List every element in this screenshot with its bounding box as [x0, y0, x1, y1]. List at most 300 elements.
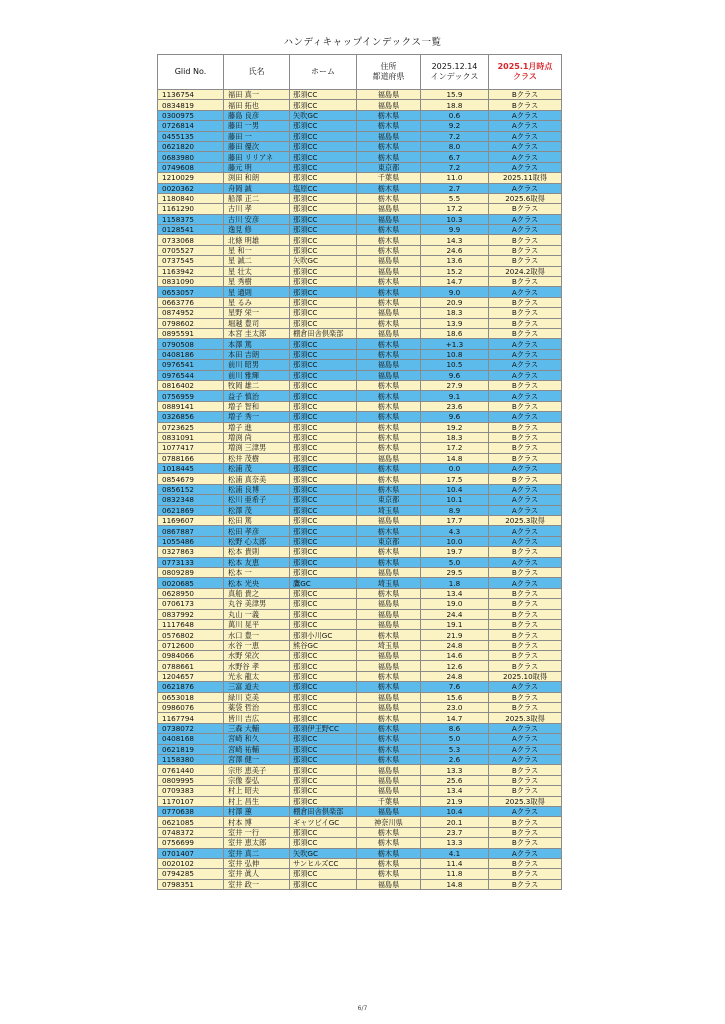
home-cell: 那須CC — [290, 121, 357, 131]
glid-no-cell: 0653018 — [158, 692, 224, 702]
class-cell: Bクラス — [489, 692, 562, 702]
name-cell: 松川 亜希子 — [224, 495, 290, 505]
prefecture-cell: 福島県 — [357, 806, 421, 816]
glid-no-cell: 0798602 — [158, 318, 224, 328]
glid-no-cell: 0856152 — [158, 484, 224, 494]
glid-no-cell: 1204657 — [158, 671, 224, 681]
class-cell: 2025.3取得 — [489, 516, 562, 526]
index-cell: 14.7 — [421, 277, 489, 287]
class-cell: 2024.2取得 — [489, 266, 562, 276]
glid-no-cell: 0756959 — [158, 391, 224, 401]
glid-no-cell: 0867887 — [158, 526, 224, 536]
prefecture-cell: 福島県 — [357, 131, 421, 141]
name-cell: 室井 恵太郎 — [224, 838, 290, 848]
index-cell: 10.3 — [421, 214, 489, 224]
prefecture-cell: 福島県 — [357, 692, 421, 702]
home-cell: 那須CC — [290, 360, 357, 370]
class-cell: Bクラス — [489, 879, 562, 889]
index-cell: 13.4 — [421, 588, 489, 598]
table-row — [158, 391, 562, 401]
class-cell: Bクラス — [489, 775, 562, 785]
home-cell: 那須CC — [290, 193, 357, 203]
index-cell: 5.0 — [421, 557, 489, 567]
glid-no-cell: 0831091 — [158, 432, 224, 442]
name-cell: 丸山 一義 — [224, 609, 290, 619]
glid-no-cell: 0895591 — [158, 328, 224, 338]
home-cell: 那須CC — [290, 308, 357, 318]
class-cell: Aクラス — [489, 412, 562, 422]
table-row — [158, 723, 562, 733]
table-row — [158, 526, 562, 536]
table-body — [158, 90, 562, 890]
prefecture-cell: 栃木県 — [357, 547, 421, 557]
name-cell: 星野 栄一 — [224, 308, 290, 318]
table-row — [158, 640, 562, 650]
index-cell: 10.4 — [421, 484, 489, 494]
class-cell: Aクラス — [489, 225, 562, 235]
name-cell: 室井 弘伸 — [224, 858, 290, 868]
name-cell: 増子 秀一 — [224, 412, 290, 422]
table-row — [158, 162, 562, 172]
prefecture-cell: 福島県 — [357, 567, 421, 577]
prefecture-cell: 栃木県 — [357, 225, 421, 235]
home-cell: 棚倉田舎倶楽部 — [290, 806, 357, 816]
index-cell: +1.3 — [421, 339, 489, 349]
name-cell: 星 通則 — [224, 287, 290, 297]
prefecture-cell: 福島県 — [357, 599, 421, 609]
name-cell: 増渕 尚 — [224, 432, 290, 442]
class-cell: Aクラス — [489, 349, 562, 359]
glid-no-cell: 0020102 — [158, 858, 224, 868]
prefecture-cell: 栃木県 — [357, 339, 421, 349]
table-row — [158, 256, 562, 266]
class-cell: Bクラス — [489, 619, 562, 629]
prefecture-cell: 栃木県 — [357, 245, 421, 255]
home-cell: 鷹GC — [290, 578, 357, 588]
table-row — [158, 432, 562, 442]
prefecture-cell: 栃木県 — [357, 297, 421, 307]
class-cell: Aクラス — [489, 484, 562, 494]
header-row — [158, 55, 562, 90]
table-row — [158, 588, 562, 598]
class-cell: Aクラス — [489, 141, 562, 151]
table-row — [158, 484, 562, 494]
home-cell: 那須CC — [290, 131, 357, 141]
class-cell: Aクラス — [489, 131, 562, 141]
glid-no-cell: 1169607 — [158, 516, 224, 526]
glid-no-cell: 0798351 — [158, 879, 224, 889]
table-row — [158, 651, 562, 661]
class-cell: Aクラス — [489, 505, 562, 515]
home-cell: 那須CC — [290, 412, 357, 422]
glid-no-cell: 1055486 — [158, 536, 224, 546]
name-cell: 古川 孝 — [224, 204, 290, 214]
class-cell: Bクラス — [489, 858, 562, 868]
glid-no-cell: 0756699 — [158, 838, 224, 848]
name-cell: 村本 博 — [224, 817, 290, 827]
name-cell: 本宮 圭太郎 — [224, 328, 290, 338]
class-cell: Bクラス — [489, 380, 562, 390]
glid-no-cell: 0816402 — [158, 380, 224, 390]
index-cell: 24.4 — [421, 609, 489, 619]
prefecture-cell: 栃木県 — [357, 848, 421, 858]
table-row — [158, 152, 562, 162]
name-cell: 光永 龍太 — [224, 671, 290, 681]
index-cell: 18.3 — [421, 432, 489, 442]
index-cell: 15.6 — [421, 692, 489, 702]
prefecture-cell: 栃木県 — [357, 443, 421, 453]
table-row — [158, 141, 562, 151]
home-cell: 那須CC — [290, 765, 357, 775]
name-cell: 松本 友恵 — [224, 557, 290, 567]
prefecture-cell: 福島県 — [357, 651, 421, 661]
class-cell: Bクラス — [489, 401, 562, 411]
table-row — [158, 806, 562, 816]
home-cell: 那須CC — [290, 609, 357, 619]
prefecture-cell: 福島県 — [357, 703, 421, 713]
glid-no-cell: 0737545 — [158, 256, 224, 266]
home-cell: 那須CC — [290, 838, 357, 848]
prefecture-cell: 福島県 — [357, 100, 421, 110]
home-cell: 那須CC — [290, 162, 357, 172]
class-cell: Aクラス — [489, 339, 562, 349]
table-row — [158, 235, 562, 245]
home-cell: 那須CC — [290, 339, 357, 349]
table-row — [158, 838, 562, 848]
class-cell: Aクラス — [489, 536, 562, 546]
name-cell: 村澤 蕙 — [224, 806, 290, 816]
name-cell: 舟岡 誠 — [224, 183, 290, 193]
prefecture-cell: 栃木県 — [357, 235, 421, 245]
name-cell: 藤田 一 — [224, 131, 290, 141]
header-prefecture: 住所 都道府県 — [357, 55, 421, 90]
prefecture-cell: 栃木県 — [357, 464, 421, 474]
table-row — [158, 328, 562, 338]
home-cell: 那須CC — [290, 422, 357, 432]
table-row — [158, 817, 562, 827]
table-row — [158, 214, 562, 224]
prefecture-cell: 栃木県 — [357, 349, 421, 359]
class-cell: Aクラス — [489, 110, 562, 120]
index-cell: 27.9 — [421, 380, 489, 390]
class-cell: 2025.11取得 — [489, 173, 562, 183]
prefecture-cell: 福島県 — [357, 609, 421, 619]
home-cell: 那須小川GC — [290, 630, 357, 640]
home-cell: 那須CC — [290, 370, 357, 380]
class-cell: Bクラス — [489, 422, 562, 432]
name-cell: 増子 進 — [224, 422, 290, 432]
glid-no-cell: 0621085 — [158, 817, 224, 827]
name-cell: 村上 昌生 — [224, 796, 290, 806]
glid-no-cell: 0621876 — [158, 682, 224, 692]
name-cell: 松野 心太郎 — [224, 536, 290, 546]
glid-no-cell: 0986076 — [158, 703, 224, 713]
table-row — [158, 173, 562, 183]
table-row — [158, 630, 562, 640]
home-cell: 那須CC — [290, 734, 357, 744]
glid-no-cell: 1158380 — [158, 755, 224, 765]
glid-no-cell: 0621869 — [158, 505, 224, 515]
home-cell: 那須CC — [290, 567, 357, 577]
index-cell: 8.9 — [421, 505, 489, 515]
home-cell: 那須CC — [290, 391, 357, 401]
index-cell: 14.8 — [421, 879, 489, 889]
index-cell: 12.6 — [421, 661, 489, 671]
home-cell: 那須CC — [290, 495, 357, 505]
index-cell: 24.8 — [421, 640, 489, 650]
home-cell: 那須CC — [290, 651, 357, 661]
index-cell: 4.3 — [421, 526, 489, 536]
table-row — [158, 245, 562, 255]
index-cell: 2.6 — [421, 755, 489, 765]
index-cell: 18.3 — [421, 308, 489, 318]
index-cell: 7.2 — [421, 131, 489, 141]
index-cell: 14.7 — [421, 713, 489, 723]
index-cell: 21.9 — [421, 630, 489, 640]
prefecture-cell: 栃木県 — [357, 401, 421, 411]
glid-no-cell: 1158375 — [158, 214, 224, 224]
name-cell: 渕田 和朗 — [224, 173, 290, 183]
name-cell: 松浦 茂 — [224, 464, 290, 474]
index-cell: 0.6 — [421, 110, 489, 120]
page-title: ハンディキャップインデックス一覧 — [283, 37, 442, 48]
name-cell: 北條 明雄 — [224, 235, 290, 245]
name-cell: 萬川 晃平 — [224, 619, 290, 629]
name-cell: 松澤 茂 — [224, 505, 290, 515]
table-row — [158, 370, 562, 380]
name-cell: 古川 安彦 — [224, 214, 290, 224]
glid-no-cell: 1161290 — [158, 204, 224, 214]
glid-no-cell: 1077417 — [158, 443, 224, 453]
index-cell: 1.8 — [421, 578, 489, 588]
name-cell: 宗像 泰弘 — [224, 775, 290, 785]
home-cell: 那須CC — [290, 380, 357, 390]
name-cell: 室井 真二 — [224, 848, 290, 858]
prefecture-cell: 栃木県 — [357, 755, 421, 765]
table-row — [158, 474, 562, 484]
home-cell: 那須CC — [290, 869, 357, 879]
class-cell: Bクラス — [489, 204, 562, 214]
class-cell: Aクラス — [489, 734, 562, 744]
home-cell: 那須CC — [290, 879, 357, 889]
home-cell: 塩原CC — [290, 183, 357, 193]
index-cell: 4.1 — [421, 848, 489, 858]
index-cell: 17.2 — [421, 443, 489, 453]
glid-no-cell: 0706173 — [158, 599, 224, 609]
class-cell: Aクラス — [489, 755, 562, 765]
prefecture-cell: 栃木県 — [357, 193, 421, 203]
class-cell: Aクラス — [489, 183, 562, 193]
class-cell: Bクラス — [489, 474, 562, 484]
home-cell: 那須CC — [290, 775, 357, 785]
class-cell: Bクラス — [489, 453, 562, 463]
glid-no-cell: 1117648 — [158, 619, 224, 629]
glid-no-cell: 0738072 — [158, 723, 224, 733]
table-row — [158, 619, 562, 629]
class-cell: Aクラス — [489, 287, 562, 297]
name-cell: 村上 昭夫 — [224, 786, 290, 796]
table-row — [158, 827, 562, 837]
index-cell: 7.6 — [421, 682, 489, 692]
name-cell: 松浦 良博 — [224, 484, 290, 494]
table-row — [158, 661, 562, 671]
name-cell: 藤田 リリアネ — [224, 152, 290, 162]
name-cell: 宮澤 健一 — [224, 755, 290, 765]
class-cell: Bクラス — [489, 308, 562, 318]
table-row — [158, 567, 562, 577]
prefecture-cell: 福島県 — [357, 204, 421, 214]
prefecture-cell: 福島県 — [357, 879, 421, 889]
prefecture-cell: 栃木県 — [357, 152, 421, 162]
index-cell: 20.1 — [421, 817, 489, 827]
table-row — [158, 100, 562, 110]
glid-no-cell: 0788661 — [158, 661, 224, 671]
name-cell: 宮崎 和久 — [224, 734, 290, 744]
index-cell: 23.0 — [421, 703, 489, 713]
home-cell: 那須CC — [290, 588, 357, 598]
glid-no-cell: 0790508 — [158, 339, 224, 349]
index-cell: 14.8 — [421, 453, 489, 463]
glid-no-cell: 0455135 — [158, 131, 224, 141]
index-cell: 10.8 — [421, 349, 489, 359]
index-cell: 5.3 — [421, 744, 489, 754]
table-row — [158, 682, 562, 692]
index-cell: 17.7 — [421, 516, 489, 526]
glid-no-cell: 0976541 — [158, 360, 224, 370]
index-cell: 19.1 — [421, 619, 489, 629]
prefecture-cell: 福島県 — [357, 90, 421, 100]
glid-no-cell: 0809289 — [158, 567, 224, 577]
home-cell: 那須CC — [290, 287, 357, 297]
name-cell: 三富 道夫 — [224, 682, 290, 692]
class-cell: Aクラス — [489, 578, 562, 588]
header-class: 2025.1月時点 クラス — [489, 55, 562, 90]
class-cell: Bクラス — [489, 432, 562, 442]
index-cell: 14.6 — [421, 651, 489, 661]
name-cell: 福田 拓也 — [224, 100, 290, 110]
glid-no-cell: 1018445 — [158, 464, 224, 474]
index-cell: 6.7 — [421, 152, 489, 162]
class-cell: Aクラス — [489, 152, 562, 162]
table-row — [158, 879, 562, 889]
table-row — [158, 547, 562, 557]
name-cell: 星 和一 — [224, 245, 290, 255]
prefecture-cell: 栃木県 — [357, 557, 421, 567]
index-cell: 13.3 — [421, 765, 489, 775]
header-index: 2025.12.14 インデックス — [421, 55, 489, 90]
table-row — [158, 692, 562, 702]
class-cell: Aクラス — [489, 557, 562, 567]
home-cell: 那須CC — [290, 713, 357, 723]
index-cell: 23.7 — [421, 827, 489, 837]
glid-no-cell: 0837992 — [158, 609, 224, 619]
class-cell: Aクラス — [489, 121, 562, 131]
glid-no-cell: 0621819 — [158, 744, 224, 754]
name-cell: 松田 篤 — [224, 516, 290, 526]
class-cell: Bクラス — [489, 661, 562, 671]
home-cell: 棚倉田舎倶楽部 — [290, 328, 357, 338]
glid-no-cell: 0723625 — [158, 422, 224, 432]
home-cell: 那須CC — [290, 516, 357, 526]
name-cell: 益子 慎治 — [224, 391, 290, 401]
prefecture-cell: 千葉県 — [357, 796, 421, 806]
class-cell: Aクラス — [489, 848, 562, 858]
class-cell: Bクラス — [489, 588, 562, 598]
glid-no-cell: 1170107 — [158, 796, 224, 806]
prefecture-cell: 栃木県 — [357, 432, 421, 442]
header-glid-no: Glid No. — [158, 55, 224, 90]
home-cell: 那須CC — [290, 100, 357, 110]
glid-no-cell: 0327863 — [158, 547, 224, 557]
class-cell: Aクラス — [489, 214, 562, 224]
table-row — [158, 360, 562, 370]
glid-no-cell: 0831090 — [158, 277, 224, 287]
name-cell: 宗形 恵美子 — [224, 765, 290, 775]
index-cell: 0.0 — [421, 464, 489, 474]
table-row — [158, 183, 562, 193]
class-cell: Bクラス — [489, 245, 562, 255]
index-cell: 15.9 — [421, 90, 489, 100]
header-name: 氏名 — [224, 55, 290, 90]
name-cell: 本澤 篤 — [224, 339, 290, 349]
class-cell: Aクラス — [489, 806, 562, 816]
name-cell: 松浦 真奈美 — [224, 474, 290, 484]
index-cell: 9.9 — [421, 225, 489, 235]
name-cell: 堀越 豊司 — [224, 318, 290, 328]
name-cell: 本田 吉朗 — [224, 349, 290, 359]
glid-no-cell: 0809995 — [158, 775, 224, 785]
index-cell: 19.2 — [421, 422, 489, 432]
home-cell: 那須CC — [290, 204, 357, 214]
home-cell: 那須CC — [290, 141, 357, 151]
prefecture-cell: 栃木県 — [357, 422, 421, 432]
class-cell: Bクラス — [489, 630, 562, 640]
name-cell: 水谷 一恵 — [224, 640, 290, 650]
glid-no-cell: 0748372 — [158, 827, 224, 837]
index-cell: 18.6 — [421, 328, 489, 338]
class-cell: Bクラス — [489, 100, 562, 110]
class-cell: Bクラス — [489, 443, 562, 453]
glid-no-cell: 0874952 — [158, 308, 224, 318]
home-cell: 那須CC — [290, 225, 357, 235]
glid-no-cell: 1163942 — [158, 266, 224, 276]
name-cell: 水野 栄次 — [224, 651, 290, 661]
home-cell: 那須CC — [290, 526, 357, 536]
prefecture-cell: 福島県 — [357, 765, 421, 775]
class-cell: Bクラス — [489, 256, 562, 266]
name-cell: 福田 真一 — [224, 90, 290, 100]
name-cell: 薬袋 哲治 — [224, 703, 290, 713]
prefecture-cell: 福島県 — [357, 453, 421, 463]
class-cell: Bクラス — [489, 765, 562, 775]
home-cell: ギャツビイGC — [290, 817, 357, 827]
home-cell: 熊谷GC — [290, 640, 357, 650]
index-cell: 23.6 — [421, 401, 489, 411]
index-cell: 18.8 — [421, 100, 489, 110]
index-cell: 19.7 — [421, 547, 489, 557]
table-row — [158, 786, 562, 796]
name-cell: 藤田 一男 — [224, 121, 290, 131]
table-row — [158, 266, 562, 276]
name-cell: 船澤 正二 — [224, 193, 290, 203]
class-cell: Bクラス — [489, 277, 562, 287]
table-row — [158, 380, 562, 390]
table-row — [158, 412, 562, 422]
prefecture-cell: 福島県 — [357, 775, 421, 785]
class-cell: Aクラス — [489, 682, 562, 692]
prefecture-cell: 栃木県 — [357, 630, 421, 640]
class-cell: Bクラス — [489, 567, 562, 577]
